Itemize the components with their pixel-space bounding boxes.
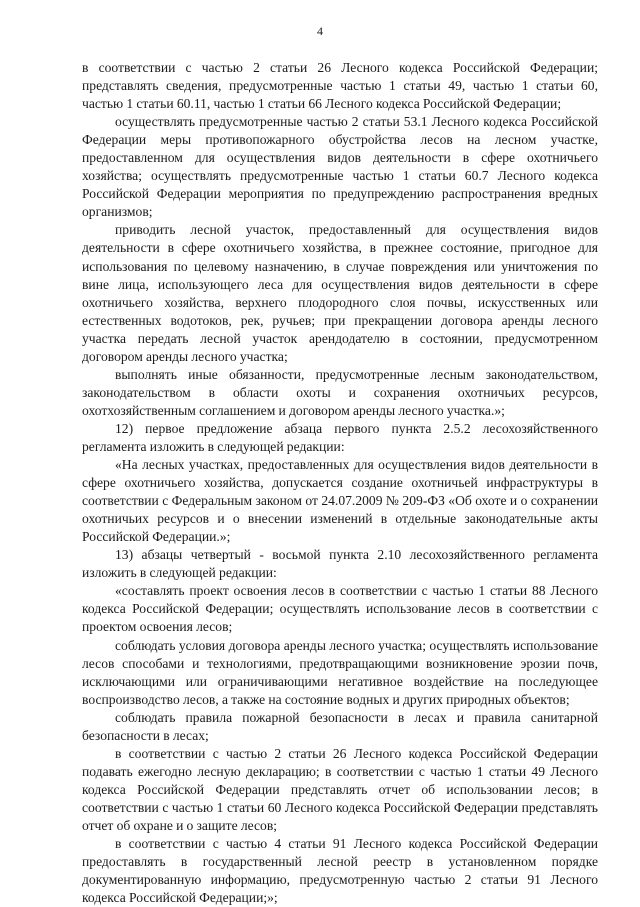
paragraph-12: в соответствии с частью 4 статьи 91 Лесного кодекса Российской Федерации предоставлять в государственный лесной реестр в установленном порядке документированную информацию, предусмотренную частью 2 статьи 91 Лесного кодекса Российской Федерации;»;: [82, 836, 598, 906]
paragraph-1: в соответствии с частью 2 статьи 26 Лесного кодекса Российской Федерации; представлять сведения, предусмотренные частью 1 статьи 49, частью 1 статьи 60, частью 1 статьи 60.11, частью 1 статьи 66 Лесного кодекса Российской Федерации;: [82, 60, 598, 112]
paragraph-4: выполнять иные обязанности, предусмотренные лесным законодательством, законодательством в области охоты и сохранения охотничьих ресурсов, охотхозяйственным соглашением и договором аренды лесного участка.»;: [82, 366, 598, 418]
paragraph-2: осуществлять предусмотренные частью 2 статьи 53.1 Лесного кодекса Российской Федерации меры противопожарного обустройства лесов на лесном участке, предоставленном для осуществления видов деятельности в сфере охотничьего хозяйства; осуществлять предусмотренные частью 1 статьи 60.7 Лесного кодекса Российской Федерации мероприятия по предупреждению распространения вредных организмов;: [82, 114, 598, 220]
page-number: 4: [317, 24, 323, 38]
paragraph-10: соблюдать правила пожарной безопасности в лесах и правила санитарной безопасности в лесах;: [82, 709, 598, 743]
paragraph-3: приводить лесной участок, предоставленный для осуществления видов деятельности в сфере охотничьего хозяйства, в прежнее состояние, пригодное для использования по целевому назначению, в случае повреждения или уничтожения по вине лица, использующего леса для осуществления видов деятельности в сфере охотничьего хозяйства, верхнего плодородного слоя почвы, искусственных или естественных водотоков, рек, ручьев; при прекращении договора аренды лесного участка передать лесной участок арендодателю в состоянии, предусмотренном договором аренды лесного участка;: [82, 222, 598, 364]
paragraph-6: «На лесных участках, предоставленных для осуществления видов деятельности в сфере охотничьего хозяйства, допускается создание охотничьей инфраструктуры в соответствии с Федеральным законом от 24.07.2009 № 209-ФЗ «Об охоте и о сохранении охотничьих ресурсов и о внесении изменений в отдельные законодательные акты Российской Федерации.»;: [82, 457, 598, 545]
paragraph-8: «составлять проект освоения лесов в соответствии с частью 1 статьи 88 Лесного кодекса Российской Федерации; осуществлять использование лесов в соответствии с проектом освоения лесов;: [82, 583, 598, 635]
paragraph-5: 12) первое предложение абзаца первого пункта 2.5.2 лесохозяйственного регламента изложить в следующей редакции:: [82, 420, 598, 454]
paragraph-7: 13) абзацы четвертый - восьмой пункта 2.10 лесохозяйственного регламента изложить в следующей редакции:: [82, 547, 598, 581]
document-body: [82, 59, 598, 907]
paragraph-9: соблюдать условия договора аренды лесного участка; осуществлять использование лесов способами и технологиями, предотвращающими возникновение эрозии почв, исключающими или ограничивающими негативное воздействие на последующее воспроизводство лесов, а также на состояние водных и других природных объектов;: [82, 637, 598, 707]
paragraph-11: в соответствии с частью 2 статьи 26 Лесного кодекса Российской Федерации подавать ежегодно лесную декларацию; в соответствии с частью 1 статьи 49 Лесного кодекса Российской Федерации представлять отчет об использовании лесов; в соответствии с частью 1 статьи 60 Лесного кодекса Российской Федерации представлять отчет об охране и о защите лесов;: [82, 745, 598, 833]
